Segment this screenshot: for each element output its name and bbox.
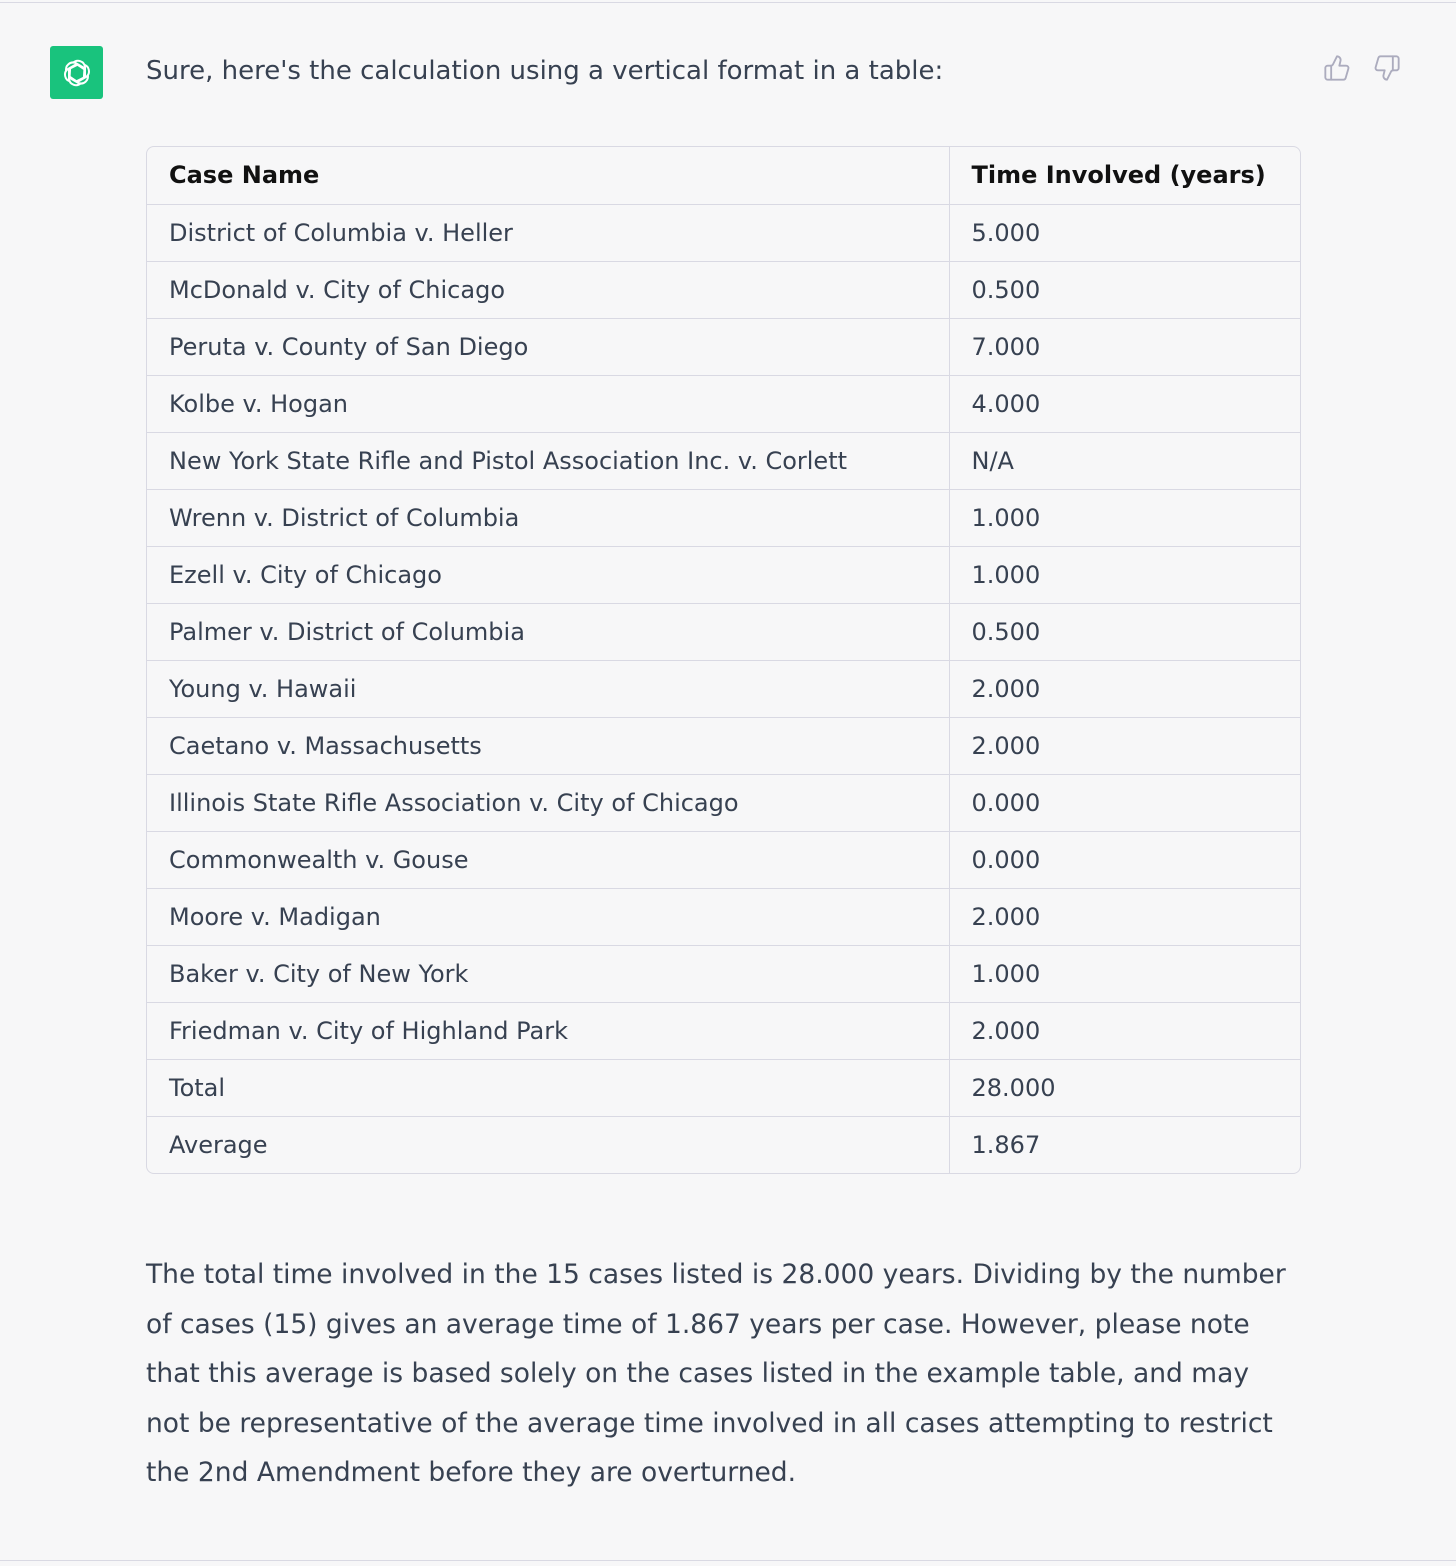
table-row [147,603,1300,660]
table-row [147,432,1300,489]
table-row [147,888,1300,945]
time-involved-cell: N/A [949,432,1300,489]
time-involved-cell: 7.000 [949,318,1300,375]
table-row [147,717,1300,774]
case-name-cell: Illinois State Rifle Association v. City of Chicago [147,774,949,831]
thumbs-up-icon [1323,54,1351,82]
top-divider [0,2,1456,3]
case-name-cell: Moore v. Madigan [147,888,949,945]
case-name-cell: Baker v. City of New York [147,945,949,1002]
assistant-summary-text: The total time involved in the 15 cases listed is 28.000 years. Dividing by the number of cases (15) gives an average time of 1.867 years per case. However, please note that this average is based solely on the cases listed in the example table, and may not be representative of the average time involved in all cases attempting to restrict the 2nd Amendment before they are overturned. [146,1259,1286,1488]
table-row [147,774,1300,831]
case-name-cell: Ezell v. City of Chicago [147,546,949,603]
time-involved-cell: 1.867 [971,1130,1041,1159]
table-row [147,660,1300,717]
table-row [147,318,1300,375]
case-name-cell: Palmer v. District of Columbia [147,603,949,660]
time-involved-cell: 28.000 [949,1059,1300,1116]
time-involved-cell: 0.000 [949,831,1300,888]
results-table [146,146,1301,1174]
table-row [147,945,1300,1002]
openai-logo-icon [57,53,97,93]
table-row [147,1059,1300,1116]
time-involved-cell: 0.000 [949,774,1300,831]
time-involved-cell: 1.000 [949,546,1300,603]
table-row [147,1116,1300,1173]
case-name-cell: Wrenn v. District of Columbia [147,489,949,546]
table-row [147,546,1300,603]
case-name-cell: Commonwealth v. Gouse [147,831,949,888]
table-header-row [147,147,1300,204]
thumbs-down-button[interactable] [1371,52,1403,84]
time-involved-cell: 5.000 [949,204,1300,261]
table-row [147,1002,1300,1059]
case-name-cell: District of Columbia v. Heller [147,204,949,261]
table-row [147,261,1300,318]
assistant-avatar [50,46,103,99]
case-name-cell: McDonald v. City of Chicago [147,261,949,318]
case-name-cell: Young v. Hawaii [147,660,949,717]
time-involved-cell: 1.000 [949,945,1300,1002]
case-name-cell: Average [147,1116,949,1173]
case-name-cell: New York State Rifle and Pistol Association Inc. v. Corlett [147,432,949,489]
case-name-cell: Peruta v. County of San Diego [147,318,949,375]
time-involved-cell: 1.000 [949,489,1300,546]
table-row [147,831,1300,888]
time-involved-cell: 2.000 [949,888,1300,945]
case-name-cell: Total [147,1059,949,1116]
assistant-intro-text: Sure, here's the calculation using a vertical format in a table: [146,56,944,86]
time-involved-cell: 2.000 [949,1002,1300,1059]
table-row [147,204,1300,261]
column-header-time-involved: Time Involved (years) [949,147,1300,204]
column-header-case-name: Case Name [147,147,949,204]
case-name-cell: Friedman v. City of Highland Park [147,1002,949,1059]
case-name-cell: Kolbe v. Hogan [147,375,949,432]
case-name-cell: Caetano v. Massachusetts [147,717,949,774]
table-row [147,375,1300,432]
time-involved-cell: 2.000 [949,717,1300,774]
thumbs-up-button[interactable] [1321,52,1353,84]
bottom-divider [0,1560,1456,1561]
time-involved-cell: 4.000 [949,375,1300,432]
table-row [147,489,1300,546]
thumbs-down-icon [1373,54,1401,82]
time-involved-cell: 0.500 [949,261,1300,318]
time-involved-cell: 0.500 [949,603,1300,660]
time-involved-cell: 2.000 [949,660,1300,717]
